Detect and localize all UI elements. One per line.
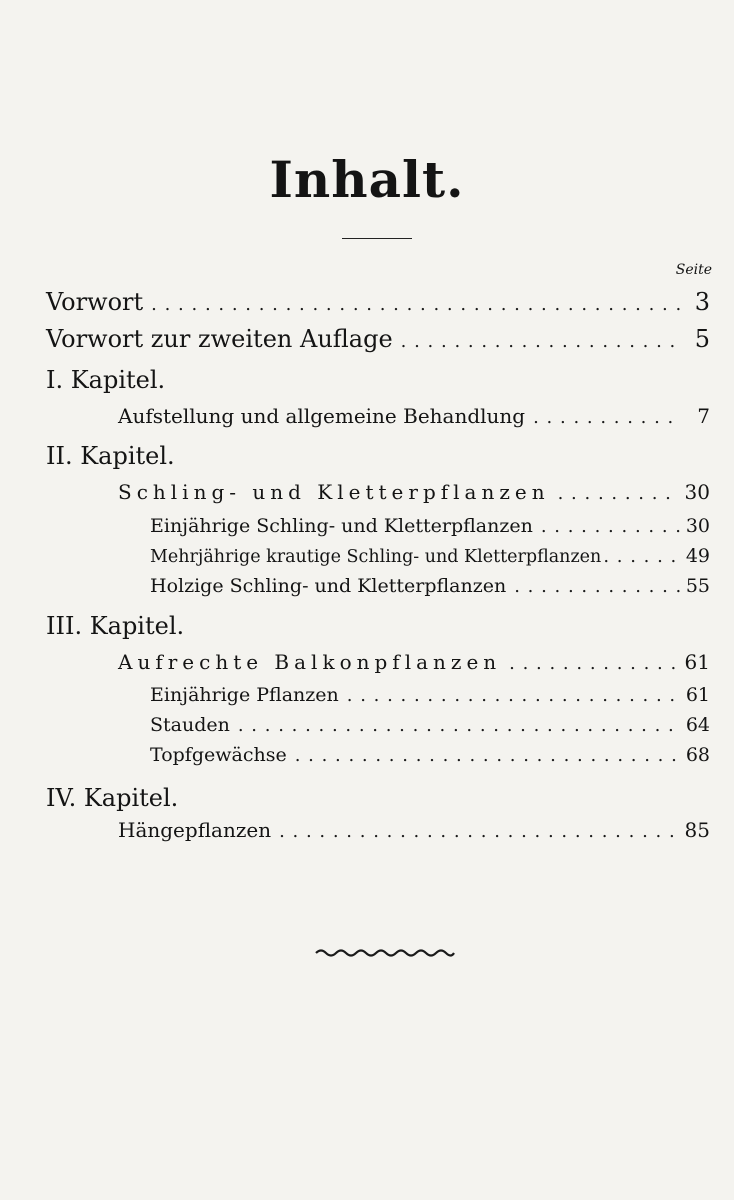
toc-entry-mehrjaehrige-krautige[interactable] bbox=[150, 545, 710, 567]
toc-entry-page: 30 bbox=[685, 515, 710, 537]
leader-dots bbox=[347, 685, 680, 706]
toc-entry-einjaehrige-pflanzen[interactable] bbox=[150, 684, 710, 706]
leader-dots bbox=[401, 331, 680, 352]
leader-dots bbox=[151, 294, 680, 315]
toc-entry-page: 5 bbox=[694, 325, 710, 353]
toc-entry-label: Hängepflanzen bbox=[118, 818, 272, 842]
toc-entry-vorwort-zweite-auflage[interactable] bbox=[46, 325, 710, 353]
toc-entry-label: Vorwort zur zweiten Auflage bbox=[46, 325, 393, 353]
toc-entry-label: Holzige Schling- und Kletterpflanzen bbox=[150, 575, 507, 597]
toc-entry-page: 3 bbox=[694, 288, 710, 316]
leader-dots bbox=[279, 821, 678, 842]
toc-entry-label: Stauden bbox=[150, 714, 230, 736]
page-title: Inhalt. bbox=[269, 150, 465, 209]
leader-dots bbox=[533, 407, 680, 428]
toc-entry-page: 55 bbox=[685, 575, 710, 597]
toc-entry-page: 61 bbox=[684, 650, 710, 674]
leader-dots bbox=[295, 745, 680, 766]
toc-entry-label: Mehrjährige krautige Schling- und Kletterpflanzen bbox=[150, 547, 602, 567]
toc-entry-page: 68 bbox=[685, 744, 710, 766]
leader-dots bbox=[558, 483, 679, 504]
toc-entry-label: Vorwort bbox=[46, 288, 144, 316]
chapter-heading-3: III. Kapitel. bbox=[46, 612, 185, 640]
toc-entry-label: Einjährige Pflanzen bbox=[150, 684, 339, 706]
toc-entry-page: 30 bbox=[684, 480, 710, 504]
toc-entry-page: 7 bbox=[697, 404, 710, 428]
toc-entry-aufstellung[interactable] bbox=[118, 404, 710, 428]
toc-entry-vorwort[interactable] bbox=[46, 288, 710, 316]
toc-entry-topfgewaechse[interactable] bbox=[150, 744, 710, 766]
leader-dots bbox=[541, 516, 680, 537]
toc-entry-page: 64 bbox=[685, 714, 710, 736]
toc-entry-page: 49 bbox=[685, 545, 710, 567]
toc-entry-label: Einjährige Schling- und Kletterpflanzen bbox=[150, 515, 533, 537]
toc-entry-label: Topfgewächse bbox=[150, 744, 287, 766]
toc-entry-page: 61 bbox=[685, 684, 710, 706]
toc-entry-haengepflanzen[interactable] bbox=[118, 818, 710, 842]
toc-entry-stauden[interactable] bbox=[150, 714, 710, 736]
toc-entry-label: Aufstellung und allgemeine Behandlung bbox=[118, 404, 526, 428]
wavy-ornament-icon bbox=[314, 945, 456, 961]
toc-entry-label: Schling- und Kletterpflanzen bbox=[118, 480, 550, 504]
leader-dots bbox=[509, 653, 678, 674]
toc-entry-einjaehrige-schling[interactable] bbox=[150, 515, 710, 537]
toc-entry-page: 85 bbox=[684, 818, 710, 842]
chapter-heading-1: I. Kapitel. bbox=[46, 366, 166, 394]
chapter-heading-4: IV. Kapitel. bbox=[46, 784, 179, 812]
toc-entry-holzige-schling[interactable] bbox=[150, 575, 710, 597]
chapter-heading-2: II. Kapitel. bbox=[46, 442, 175, 470]
leader-dots bbox=[514, 576, 680, 597]
leader-dots bbox=[603, 546, 684, 567]
toc-entry-schling-kletterpflanzen[interactable] bbox=[118, 480, 710, 504]
page-column-label: Seite bbox=[675, 262, 712, 278]
toc-entry-label: Aufrechte Balkonpflanzen bbox=[118, 650, 502, 674]
toc-entry-aufrechte-balkonpflanzen[interactable] bbox=[118, 650, 710, 674]
leader-dots bbox=[238, 715, 680, 736]
